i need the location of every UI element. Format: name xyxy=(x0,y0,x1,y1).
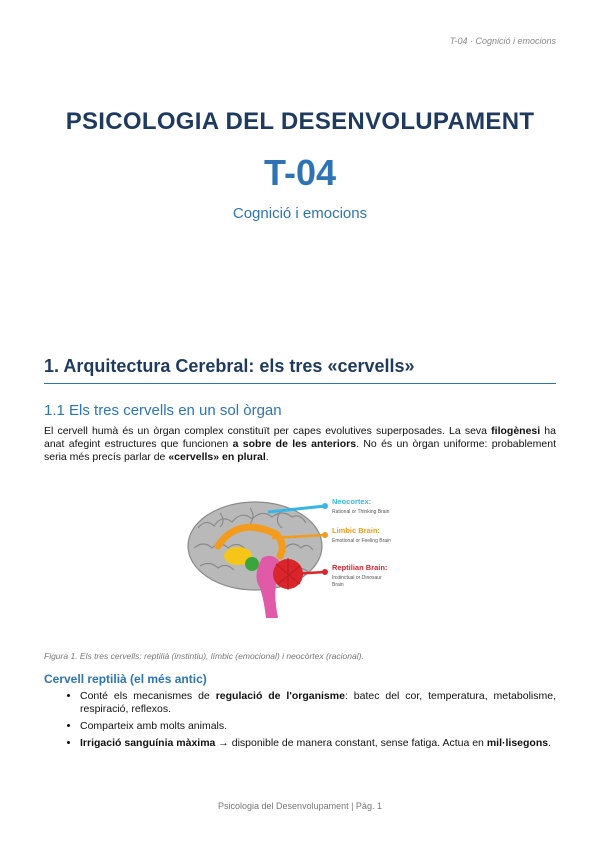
three-brains-figure xyxy=(180,488,420,638)
brain-illustration xyxy=(180,488,420,638)
figure-caption: Figura 1. Els tres cervells: reptilià (instintiu), límbic (emocional) i neocòrtex (racional). xyxy=(44,651,364,661)
limbic-label: Limbic Brain: xyxy=(332,526,380,535)
list-item: • Conté els mecanismes de regulació de l'organisme: batec del cor, temperatura, metabolisme, respiració, reflexos. xyxy=(80,690,556,716)
document-code: T-04 xyxy=(263,152,337,193)
reptilian-label: Reptilian Brain: xyxy=(332,563,388,572)
page-footer: Psicologia del Desenvolupament | Pàg. 1 xyxy=(218,801,382,811)
subsection-heading: 1.1 Els tres cervells en un sol òrgan xyxy=(44,402,282,419)
section-heading: 1. Arquitectura Cerebral: els tres «cervells» xyxy=(44,356,556,384)
list-item: • Comparteix amb molts animals. xyxy=(80,720,556,733)
neocortex-sublabel: Rational or Thinking Brain xyxy=(332,509,390,515)
neocortex-label: Neocortex: xyxy=(332,497,372,506)
document-subtitle: Cognició i emocions xyxy=(232,205,368,222)
reptilian-heading: Cervell reptilià (el més antic) xyxy=(44,672,207,686)
page-header: T-04 · Cognició i emocions xyxy=(449,36,556,46)
list-item: • Irrigació sanguínia màxima → disponible de manera constant, sense fatiga. Actua en mil·lisegons. xyxy=(80,737,556,750)
intro-paragraph: El cervell humà és un òrgan complex constituït per capes evolutives superposades. La seva filogènesi ha anat afegint estructures que funcionen a sobre de les anteriors. No és un òrgan uniforme: probablement seria més precís parlar de «cervells» en plural. xyxy=(44,425,556,463)
document-title: PSICOLOGIA DEL DESENVOLUPAMENT xyxy=(65,108,535,135)
reptilian-sublabel: Instinctual or Dinosaur xyxy=(332,575,382,581)
reptilian-sublabel-2: Brain xyxy=(332,582,344,588)
limbic-sublabel: Emotional or Feeling Brain xyxy=(332,538,391,544)
reptilian-bullet-list xyxy=(44,690,556,754)
